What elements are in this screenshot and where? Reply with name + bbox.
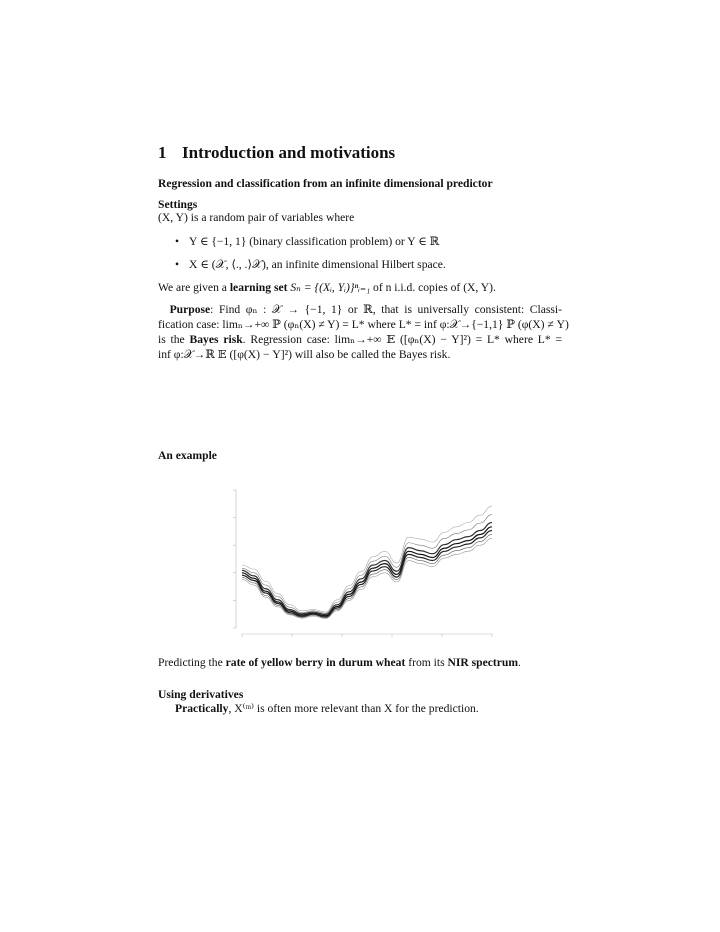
caption-bold-yellow-berry: rate of yellow berry in durum wheat: [225, 656, 406, 669]
purpose-line: [158, 332, 562, 347]
purpose-line4: inf φ:𝒳→ℝ 𝔼 ([φ(X) − Y]²) will also be called the Bayes risk.: [158, 348, 451, 361]
spectrum-curves: [242, 506, 492, 619]
settings-heading: Settings: [158, 198, 198, 211]
spectrum-series-line: [242, 506, 492, 612]
bullet-text: X ∈ (𝒳, ⟨., .⟩𝒳), an infinite dimensional Hilbert space.: [189, 258, 446, 271]
purpose-line3-post: . Regression case: limₙ→+∞ 𝔼 ([φₙ(X) − Y]²) = L* where L* =: [242, 333, 562, 346]
subsection-title: Regression and classification from an infinite dimensional predictor: [158, 177, 493, 190]
bullet-icon: •: [175, 235, 180, 248]
bullet-icon: •: [175, 258, 180, 271]
caption-bold-nir: NIR spectrum: [447, 656, 519, 669]
bullet-text: Y ∈ {−1, 1} (binary classification problem) or Y ∈ ℝ: [189, 235, 440, 248]
learning-formula: Sₙ = {(Xᵢ, Yᵢ)}ⁿᵢ₌₁: [290, 281, 371, 294]
learning-set-sentence: [158, 281, 496, 295]
purpose-line1: : Find φₙ : 𝒳 → {−1, 1} or ℝ, that is universally consistent: Classi-: [210, 303, 562, 316]
learning-prefix: We are given a: [158, 281, 227, 294]
settings-intro: (X, Y) is a random pair of variables where: [158, 211, 355, 224]
caption-pre: Predicting the: [158, 656, 223, 669]
section-number: 1: [158, 143, 167, 162]
example-heading: An example: [158, 449, 217, 462]
learning-suffix: of n i.i.d. copies of (X, Y).: [373, 281, 496, 294]
caption-mid: from its: [408, 656, 445, 669]
purpose-line: [158, 317, 569, 332]
bullet-item: [175, 258, 446, 272]
nir-spectrum-plot: [220, 482, 500, 642]
purpose-line: [158, 302, 562, 317]
section-title: [158, 143, 395, 163]
purpose-label: Purpose: [169, 303, 211, 316]
purpose-paragraph: [158, 302, 569, 362]
figure-caption: [158, 656, 521, 670]
purpose-line: [158, 347, 562, 362]
caption-end: .: [518, 656, 521, 669]
derivatives-sentence: [175, 701, 479, 715]
purpose-line2: fication case: limₙ→+∞ ℙ (φₙ(X) ≠ Y) = L* where L* = inf φ:𝒳→{−1,1} ℙ (φ(X) ≠ Y): [158, 318, 569, 331]
learning-term: learning set: [229, 281, 288, 294]
bullet-item: [175, 235, 439, 249]
derivatives-heading: Using derivatives: [158, 688, 244, 701]
section-title-text: Introduction and motivations: [182, 143, 396, 162]
bayes-risk-term: Bayes risk: [189, 333, 243, 346]
plot-axes: [233, 490, 492, 637]
derivatives-text: , X⁽ᵐ⁾ is often more relevant than X for the prediction.: [228, 702, 479, 715]
purpose-line3-pre: is the: [158, 333, 185, 346]
practically-term: Practically: [175, 702, 229, 715]
